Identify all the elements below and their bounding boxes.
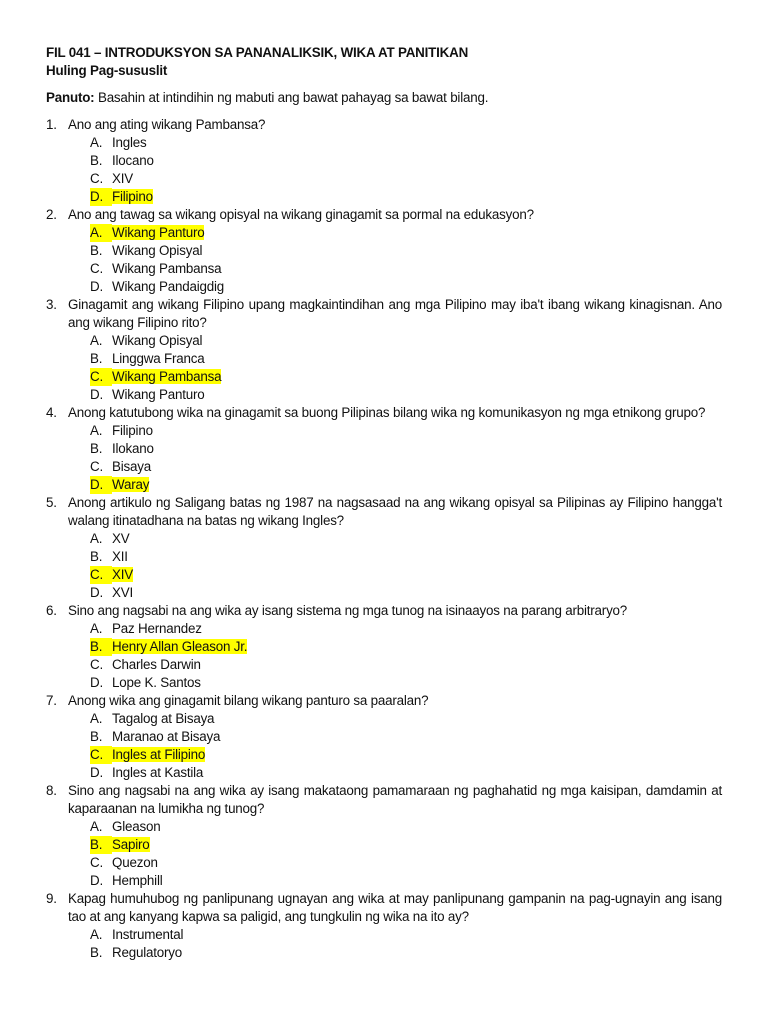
option-letter: A. [90, 135, 103, 150]
option-text: Lope K. Santos [112, 675, 201, 690]
question-text: Kapag humuhubog ng panlipunang ugnayan ang wika at may panlipunang gampanin na pag-ugnayin ang isang tao at ang kanyang kapwa sa paligid, ang tungkulin ng wika na ito ay? [68, 891, 722, 924]
answer-option [68, 710, 722, 728]
option-text: Wikang Pambansa [112, 369, 222, 384]
answer-option-highlighted [68, 476, 722, 494]
option-text: Maranao at Bisaya [112, 729, 221, 744]
option-letter: B. [90, 729, 103, 744]
option-letter: B. [90, 945, 103, 960]
option-text: Ingles at Kastila [112, 765, 204, 780]
question-item [46, 494, 722, 602]
question-number: 2. [46, 207, 57, 222]
option-letter: D. [90, 765, 103, 780]
option-text: Bisaya [112, 459, 151, 474]
option-text: Henry Allan Gleason Jr. [112, 639, 248, 654]
answer-option-highlighted [68, 566, 722, 584]
answer-option-highlighted [68, 188, 722, 206]
answer-option [68, 764, 722, 782]
answer-options [68, 620, 722, 692]
option-letter: D. [90, 387, 103, 402]
answer-options [68, 134, 722, 206]
option-letter: D. [90, 476, 112, 494]
answer-option [68, 422, 722, 440]
answer-option [68, 386, 722, 404]
option-text: Wikang Opisyal [112, 243, 203, 258]
answer-option [68, 926, 722, 944]
question-text: Ginagamit ang wikang Filipino upang magkaintindihan ang mga Pilipino may iba't ibang wikang kinagisnan. Ano ang wikang Filipino rito? [68, 297, 722, 330]
option-letter: B. [90, 243, 103, 258]
option-text: XII [112, 549, 128, 564]
option-text: Filipino [112, 423, 153, 438]
option-letter: A. [90, 711, 103, 726]
option-letter: C. [90, 657, 103, 672]
answer-option [68, 854, 722, 872]
question-item [46, 116, 722, 206]
answer-option [68, 872, 722, 890]
question-number: 5. [46, 495, 57, 510]
question-item [46, 782, 722, 890]
answer-option [68, 170, 722, 188]
option-letter: B. [90, 549, 103, 564]
option-letter: A. [90, 333, 103, 348]
option-letter: A. [90, 927, 103, 942]
option-text: Wikang Opisyal [112, 333, 203, 348]
option-text: XV [112, 531, 130, 546]
answer-option [68, 134, 722, 152]
answer-option [68, 350, 722, 368]
option-text: XVI [112, 585, 133, 600]
option-text: Sapiro [112, 837, 150, 852]
answer-options [68, 332, 722, 404]
option-letter: B. [90, 153, 103, 168]
option-text: Regulatoryo [112, 945, 183, 960]
question-text: Ano ang tawag sa wikang opisyal na wikang ginagamit sa pormal na edukasyon? [68, 207, 534, 222]
answer-option [68, 260, 722, 278]
answer-option [68, 440, 722, 458]
option-letter: C. [90, 566, 112, 584]
question-number: 1. [46, 117, 57, 132]
answer-option [68, 242, 722, 260]
answer-options [68, 710, 722, 782]
option-letter: A. [90, 224, 112, 242]
instructions-text: Basahin at intindihin ng mabuti ang bawat pahayag sa bawat bilang. [94, 90, 489, 105]
option-text: Charles Darwin [112, 657, 201, 672]
answer-option-highlighted [68, 836, 722, 854]
answer-options [68, 926, 722, 962]
answer-options [68, 818, 722, 890]
option-letter: C. [90, 261, 103, 276]
answer-option [68, 584, 722, 602]
question-number: 7. [46, 693, 57, 708]
answer-option [68, 944, 722, 962]
option-letter: A. [90, 621, 103, 636]
instructions-label: Panuto: [46, 90, 95, 105]
option-letter: C. [90, 855, 103, 870]
option-letter: C. [90, 368, 112, 386]
answer-option [68, 152, 722, 170]
option-text: Filipino [112, 189, 153, 204]
option-letter: A. [90, 423, 103, 438]
question-text: Anong artikulo ng Saligang batas ng 1987 na nagsasaad na ang wikang opisyal sa Pilipinas ay Filipino hangga't walang itinatadhana na batas ng wikang Ingles? [68, 495, 722, 528]
option-text: Wikang Pambansa [112, 261, 222, 276]
question-text: Sino ang nagsabi na ang wika ay isang makataong pamamaraan ng paghahatid ng mga kaisipan, damdamin at kaparaanan na lumikha ng tunog? [68, 783, 722, 816]
answer-option [68, 278, 722, 296]
question-item [46, 206, 722, 296]
option-text: Wikang Panturo [112, 225, 205, 240]
question-number: 3. [46, 297, 57, 312]
answer-option [68, 332, 722, 350]
option-letter: D. [90, 873, 103, 888]
answer-option-highlighted [68, 746, 722, 764]
option-text: XIV [112, 171, 133, 186]
question-number: 8. [46, 783, 57, 798]
instructions [46, 89, 722, 107]
option-letter: B. [90, 351, 103, 366]
question-text: Sino ang nagsabi na ang wika ay isang sistema ng mga tunog na isinaayos na parang arbitraryo? [68, 603, 628, 618]
exam-title: Huling Pag-sususlit [46, 63, 168, 78]
option-letter: B. [90, 638, 112, 656]
answer-option-highlighted [68, 638, 722, 656]
answer-option [68, 818, 722, 836]
option-text: Wikang Pandaigdig [112, 279, 224, 294]
option-text: Ilokano [112, 441, 154, 456]
answer-option [68, 728, 722, 746]
question-number: 6. [46, 603, 57, 618]
question-list [46, 116, 722, 962]
option-text: Ingles at Filipino [112, 747, 206, 762]
answer-option [68, 548, 722, 566]
option-letter: C. [90, 171, 103, 186]
option-text: Instrumental [112, 927, 184, 942]
question-item [46, 602, 722, 692]
question-item [46, 692, 722, 782]
option-letter: D. [90, 279, 103, 294]
option-text: Wikang Panturo [112, 387, 205, 402]
answer-option [68, 620, 722, 638]
option-text: Ingles [112, 135, 147, 150]
answer-option [68, 656, 722, 674]
answer-options [68, 530, 722, 602]
option-text: Quezon [112, 855, 158, 870]
option-text: Paz Hernandez [112, 621, 202, 636]
option-text: Tagalog at Bisaya [112, 711, 215, 726]
option-letter: D. [90, 585, 103, 600]
answer-option-highlighted [68, 224, 722, 242]
option-text: XIV [112, 567, 133, 582]
option-letter: D. [90, 675, 103, 690]
question-item [46, 296, 722, 404]
option-text: Waray [112, 477, 150, 492]
question-text: Anong wika ang ginagamit bilang wikang panturo sa paaralan? [68, 693, 429, 708]
option-text: Hemphill [112, 873, 163, 888]
option-letter: A. [90, 819, 103, 834]
option-letter: C. [90, 459, 103, 474]
option-letter: B. [90, 836, 112, 854]
option-letter: C. [90, 746, 112, 764]
answer-option [68, 530, 722, 548]
question-item [46, 890, 722, 962]
option-letter: D. [90, 188, 112, 206]
option-letter: A. [90, 531, 103, 546]
answer-option-highlighted [68, 368, 722, 386]
option-text: Ilocano [112, 153, 154, 168]
option-letter: B. [90, 441, 103, 456]
option-text: Linggwa Franca [112, 351, 205, 366]
question-number: 9. [46, 891, 57, 906]
option-text: Gleason [112, 819, 161, 834]
question-text: Anong katutubong wika na ginagamit sa buong Pilipinas bilang wika ng komunikasyon ng mga etnikong grupo? [68, 405, 706, 420]
course-title: FIL 041 – INTRODUKSYON SA PANANALIKSIK, WIKA AT PANITIKAN [46, 45, 469, 60]
answer-options [68, 422, 722, 494]
question-number: 4. [46, 405, 57, 420]
question-item [46, 404, 722, 494]
answer-option [68, 674, 722, 692]
question-text: Ano ang ating wikang Pambansa? [68, 117, 266, 132]
answer-options [68, 224, 722, 296]
answer-option [68, 458, 722, 476]
